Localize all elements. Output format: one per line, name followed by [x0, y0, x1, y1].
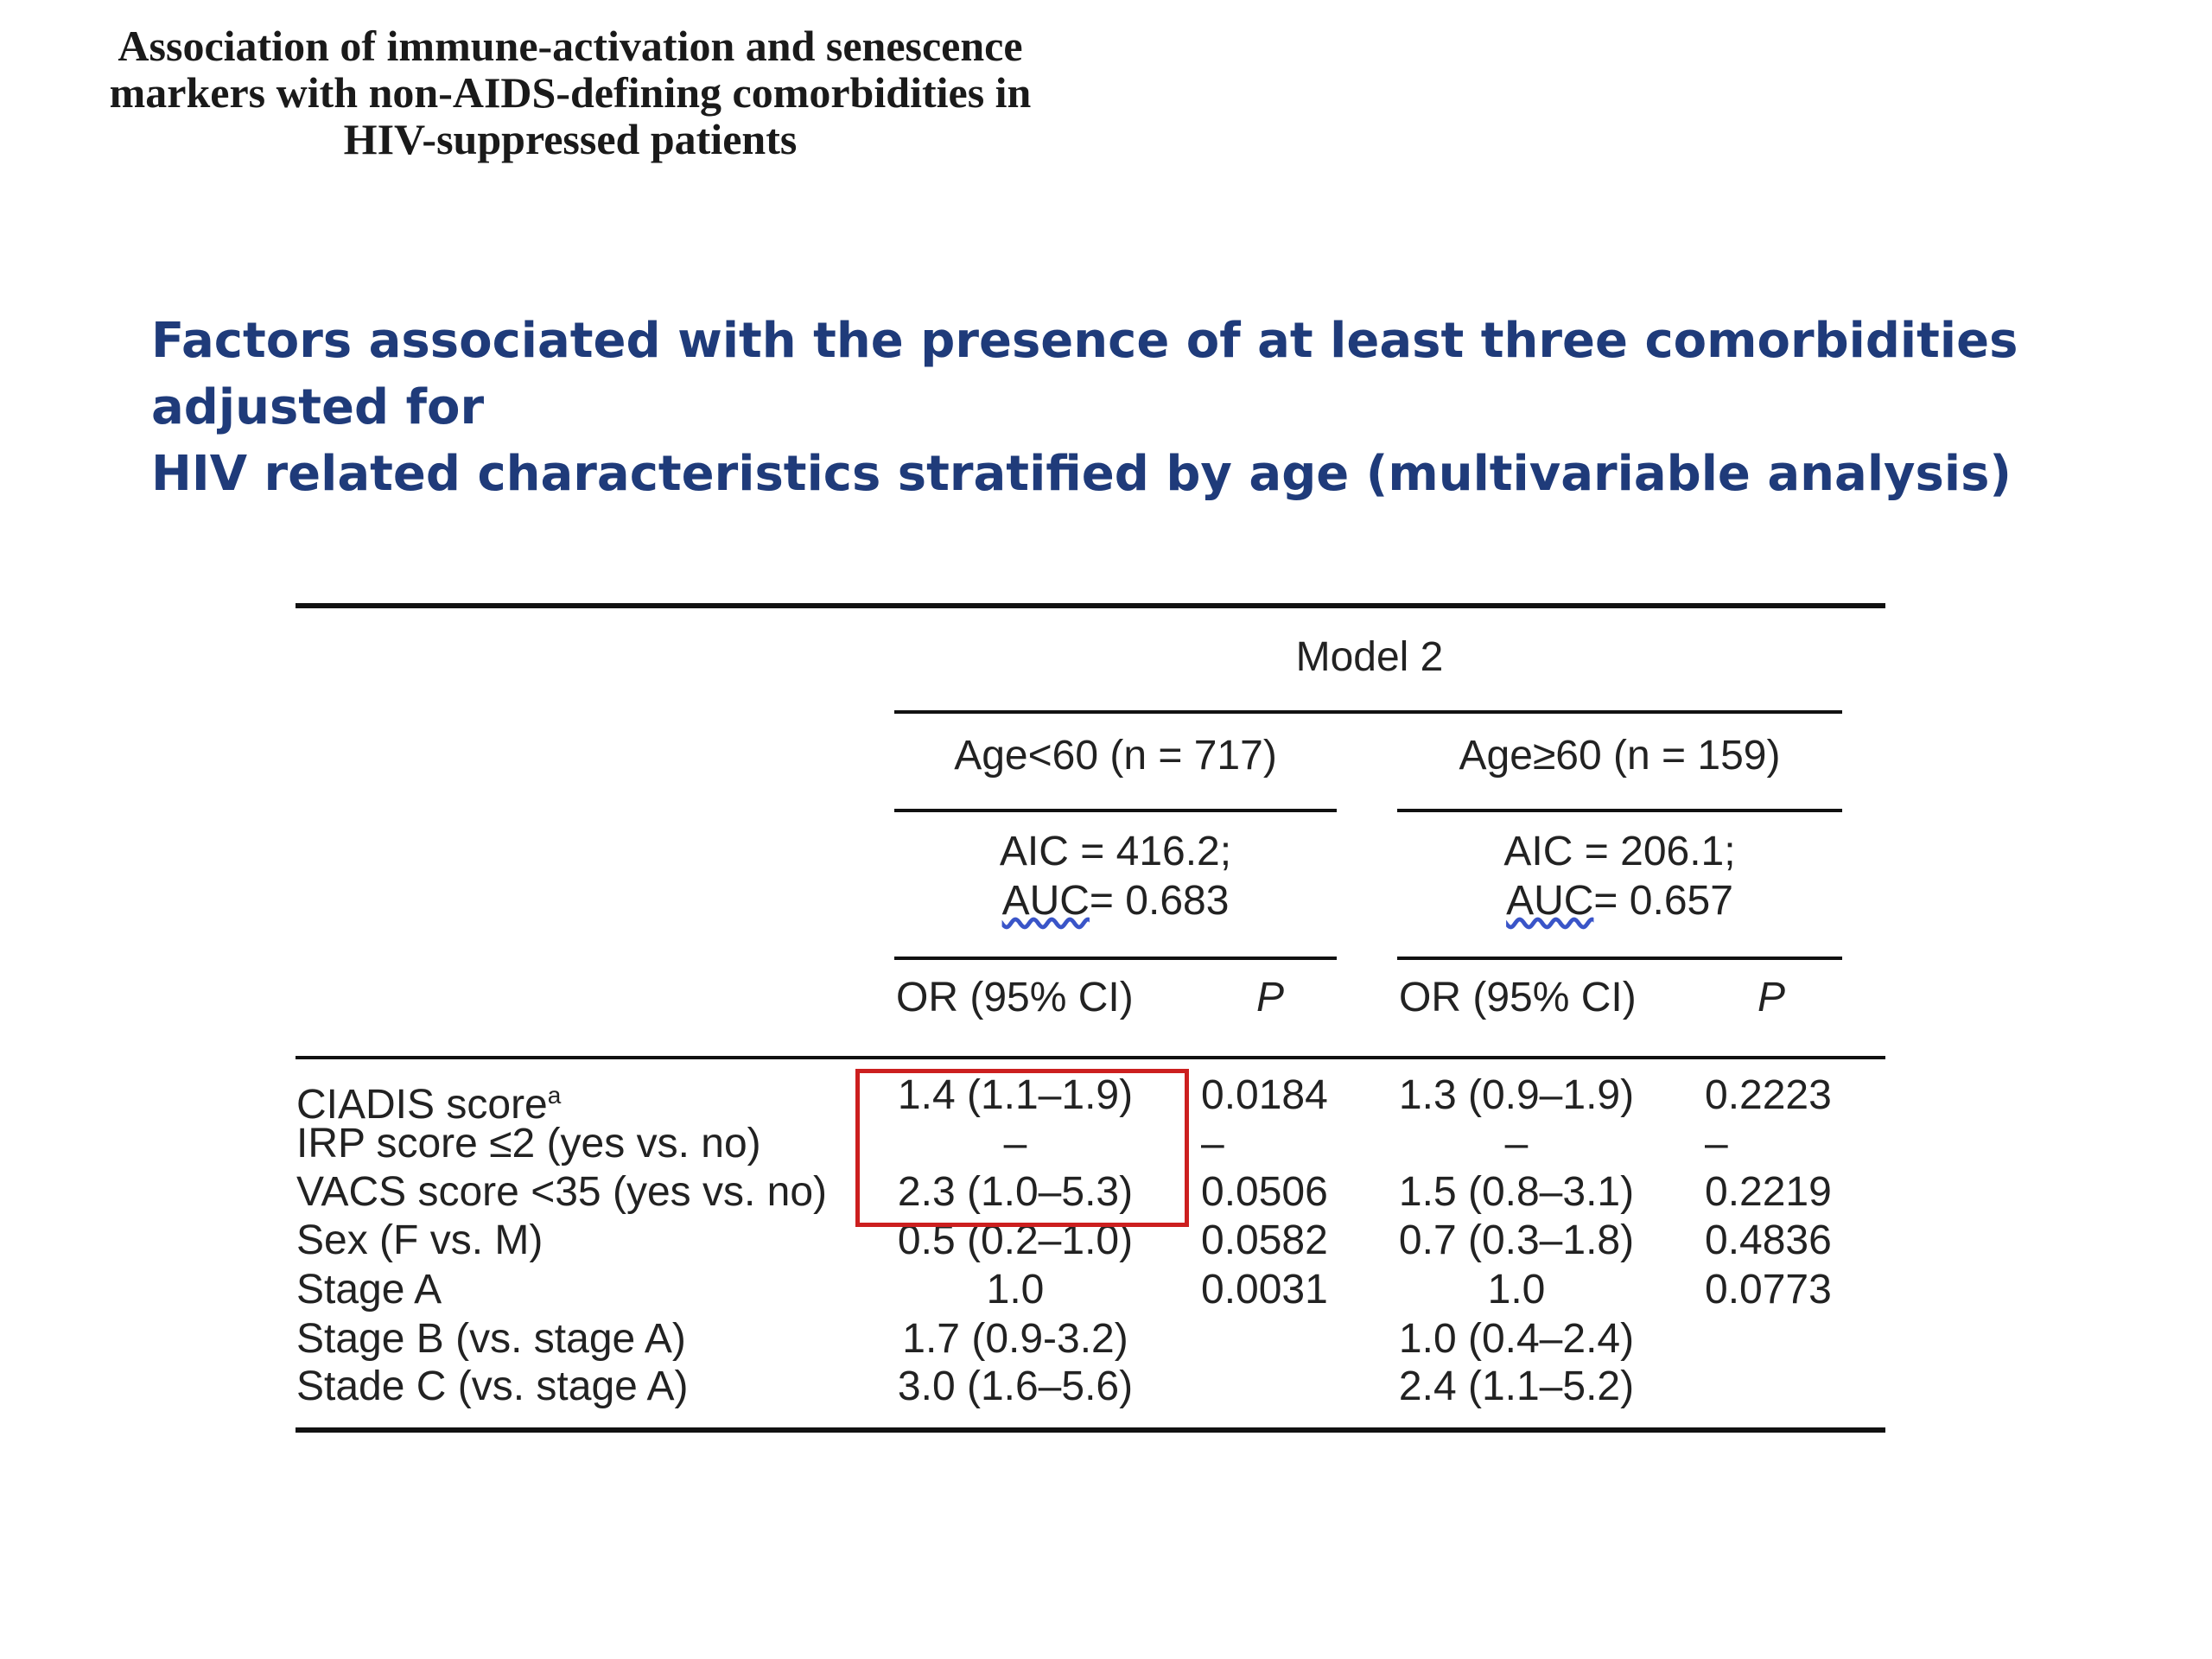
group2-auc-word: AUC	[1506, 878, 1594, 924]
p-cell: –	[1705, 1121, 1728, 1166]
group1-fit-rule	[894, 957, 1337, 960]
model-label: Model 2	[1295, 634, 1444, 680]
table-top-rule	[296, 603, 1885, 608]
slide-heading-line-1: Factors associated with the presence of at least three comorbidities adjusted for	[151, 313, 2018, 435]
group1-label: Age<60 (n = 717)	[954, 733, 1277, 779]
group2-label-rule	[1397, 809, 1842, 812]
row-label: VACS score <35 (yes vs. no)	[296, 1169, 828, 1215]
row-label: Stage B (vs. stage A)	[296, 1316, 686, 1362]
p-cell: 0.2223	[1705, 1072, 1832, 1118]
row-label: IRP score ≤2 (yes vs. no)	[296, 1121, 761, 1166]
or-cell: 3.0 (1.6–5.6)	[897, 1363, 1134, 1409]
or-cell: 0.7 (0.3–1.8)	[1398, 1217, 1635, 1263]
model-rule	[894, 710, 1842, 714]
slide-heading-line-2: HIV related characteristics stratified by age (multivariable analysis)	[151, 446, 2012, 502]
or-cell: 2.3 (1.0–5.3)	[897, 1169, 1134, 1215]
highlight-box	[855, 1069, 1189, 1227]
group2-label: Age≥60 (n = 159)	[1459, 733, 1781, 779]
or-cell: 2.4 (1.1–5.2)	[1398, 1363, 1635, 1409]
group2-fit-rule	[1397, 957, 1842, 960]
group1-or-header: OR (95% CI)	[896, 975, 1134, 1020]
p-cell: 0.0184	[1201, 1072, 1328, 1118]
paper-title-line-3: HIV-suppressed patients	[343, 115, 798, 163]
table-bottom-rule	[296, 1427, 1885, 1433]
group1-auc-word: AUC	[1001, 878, 1090, 924]
footnote-marker: a	[547, 1082, 562, 1109]
p-cell: –	[1201, 1121, 1224, 1166]
group2-auc	[1397, 877, 1842, 925]
p-cell: 0.4836	[1705, 1217, 1832, 1263]
paper-title-line-1: Association of immune-activation and senescence	[118, 22, 1023, 70]
or-cell: 1.4 (1.1–1.9)	[897, 1072, 1134, 1118]
group2-auc-value: = 0.657	[1593, 878, 1733, 924]
group2-aic: AIC = 206.1;	[1503, 829, 1736, 874]
or-cell: 0.5 (0.2–1.0)	[897, 1217, 1134, 1263]
group1-auc	[894, 877, 1337, 925]
or-cell: 1.3 (0.9–1.9)	[1398, 1072, 1635, 1118]
p-cell: 0.0773	[1705, 1267, 1832, 1313]
group2-p-header: P	[1757, 975, 1785, 1020]
p-cell: 0.0506	[1201, 1169, 1328, 1215]
header-bottom-rule	[296, 1056, 1885, 1059]
or-cell: 1.0	[986, 1267, 1045, 1313]
paper-title-line-2: markers with non-AIDS-defining comorbidities in	[109, 68, 1032, 117]
or-cell: –	[1504, 1121, 1529, 1166]
group1-label-rule	[894, 809, 1337, 812]
or-cell: 1.0	[1487, 1267, 1546, 1313]
or-cell: –	[1003, 1121, 1027, 1166]
row-label: Sex (F vs. M)	[296, 1217, 543, 1263]
row-label: Stage A	[296, 1267, 442, 1313]
p-cell: 0.0031	[1201, 1267, 1328, 1313]
row-label: Stade C (vs. stage A)	[296, 1363, 689, 1409]
p-cell: 0.2219	[1705, 1169, 1832, 1215]
group1-p-header: P	[1255, 975, 1284, 1020]
row-label: CIADIS score$^a$	[296, 1082, 562, 1128]
group2-or-header: OR (95% CI)	[1399, 975, 1637, 1020]
or-cell: 1.7 (0.9-3.2)	[902, 1316, 1128, 1362]
or-cell: 1.5 (0.8–3.1)	[1398, 1169, 1635, 1215]
or-cell: 1.0 (0.4–2.4)	[1398, 1316, 1635, 1362]
p-cell: 0.0582	[1201, 1217, 1328, 1263]
group1-aic: AIC = 416.2;	[999, 829, 1232, 874]
group1-auc-value: = 0.683	[1089, 878, 1230, 924]
